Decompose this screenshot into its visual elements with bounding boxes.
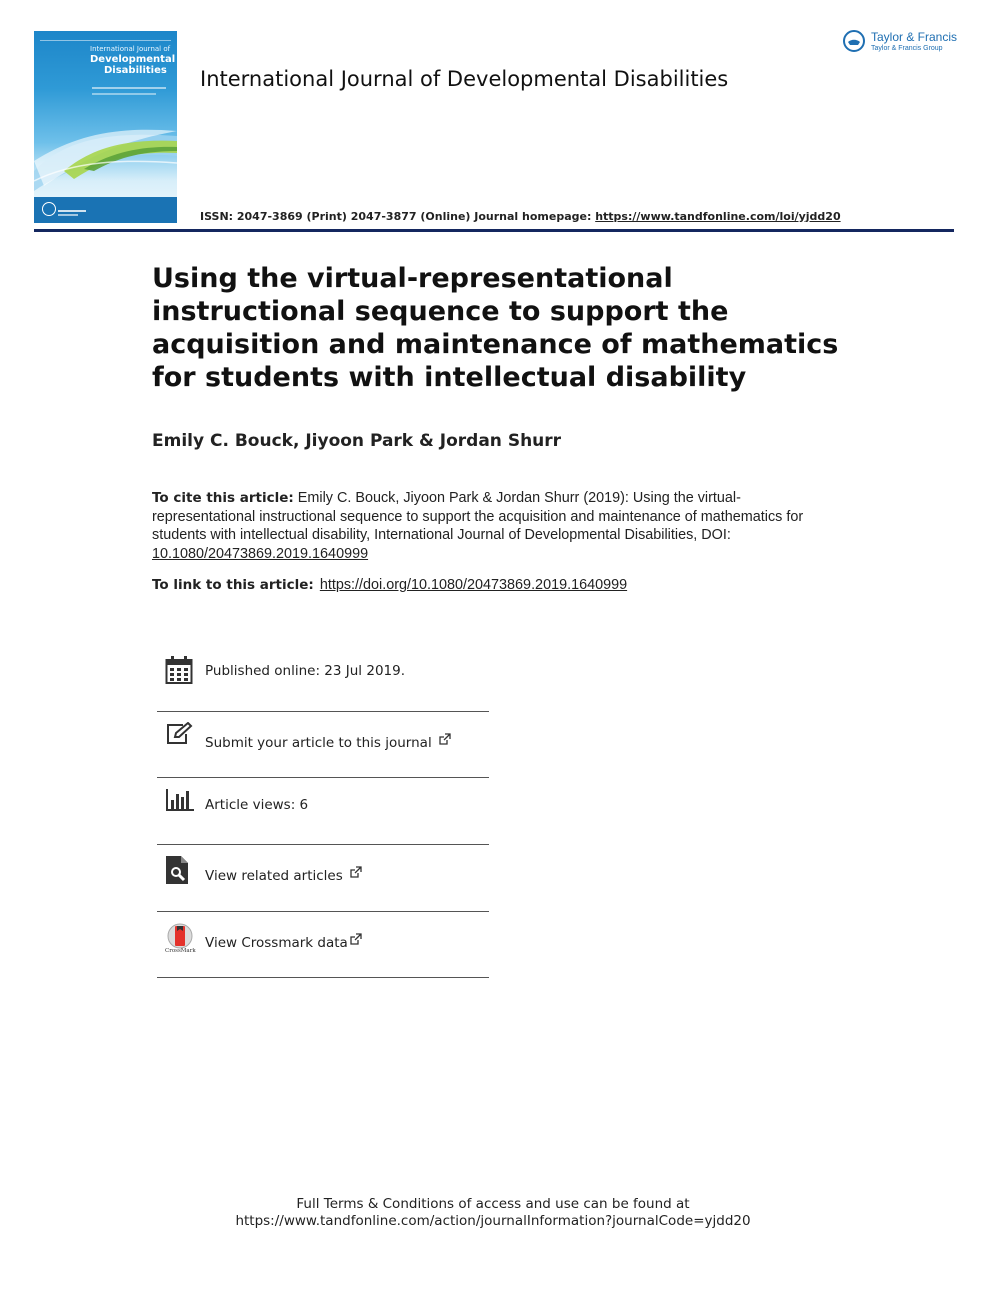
views-row bbox=[157, 788, 489, 818]
edit-icon bbox=[165, 722, 193, 750]
journal-cover-image bbox=[34, 31, 177, 223]
bar-chart-icon bbox=[165, 788, 195, 816]
crossmark-icon bbox=[165, 922, 195, 960]
issn-line bbox=[200, 210, 841, 223]
footer-terms-text: Full Terms & Conditions of access and use can be found at bbox=[296, 1196, 690, 1212]
publisher-logo bbox=[843, 30, 963, 56]
doi-link[interactable]: 10.1080/20473869.2019.1640999 bbox=[152, 545, 369, 562]
calendar-icon bbox=[165, 655, 193, 689]
citation-block bbox=[152, 489, 842, 563]
related-articles-link[interactable] bbox=[205, 866, 362, 884]
divider bbox=[157, 711, 489, 712]
crossmark-row[interactable] bbox=[157, 922, 489, 962]
header-divider bbox=[34, 229, 954, 232]
external-link-icon bbox=[349, 933, 362, 950]
search-document-icon bbox=[165, 855, 191, 889]
submit-article-label: Submit your article to this journal bbox=[205, 735, 432, 751]
divider bbox=[157, 777, 489, 778]
divider bbox=[157, 844, 489, 845]
published-row bbox=[157, 655, 489, 689]
cite-text: Emily C. Bouck, Jiyoon Park & Jordan Shurr (2019): Using the virtual-representational instructional sequence to support the acquisition and maintenance of mathematics for students with intellectual disability, International Journal of Developmental Disabilities, DOI: bbox=[152, 490, 804, 544]
publisher-name: Taylor & Francis bbox=[871, 30, 958, 44]
submit-article-link[interactable] bbox=[205, 733, 451, 751]
footer bbox=[0, 1196, 986, 1230]
journal-title: International Journal of Developmental Disabilities bbox=[200, 67, 729, 91]
issn-text: ISSN: 2047-3869 (Print) 2047-3877 (Online) Journal homepage: bbox=[200, 210, 596, 223]
publisher-group: Taylor & Francis Group bbox=[871, 45, 943, 52]
cover-publisher-logo-icon bbox=[42, 202, 56, 216]
crossmark-link[interactable] bbox=[205, 933, 362, 951]
article-link-line bbox=[152, 577, 627, 593]
cover-title-line3: Disabilities bbox=[104, 65, 167, 76]
divider bbox=[157, 911, 489, 912]
crossmark-icon-label: CrossMark bbox=[165, 948, 196, 954]
external-link-icon bbox=[349, 866, 362, 883]
article-url-link[interactable]: https://doi.org/10.1080/20473869.2019.1640999 bbox=[319, 577, 628, 593]
cite-label: To cite this article: bbox=[152, 490, 294, 506]
article-views: Article views: 6 bbox=[205, 797, 309, 813]
submit-row[interactable] bbox=[157, 720, 489, 760]
divider bbox=[157, 977, 489, 978]
crossmark-label: View Crossmark data bbox=[205, 935, 348, 951]
journal-homepage-link[interactable]: https://www.tandfonline.com/loi/yjdd20 bbox=[595, 210, 841, 223]
related-articles-label: View related articles bbox=[205, 868, 343, 884]
publisher-logo-icon bbox=[843, 30, 865, 52]
article-authors: Emily C. Bouck, Jiyoon Park & Jordan Shurr bbox=[152, 431, 562, 451]
cover-title-line2: Developmental bbox=[90, 54, 176, 65]
cover-wave-graphic bbox=[34, 101, 177, 201]
cover-title-line1: International Journal of bbox=[90, 45, 171, 53]
external-link-icon bbox=[438, 733, 451, 750]
footer-terms-url[interactable]: https://www.tandfonline.com/action/journalInformation?journalCode=yjdd20 bbox=[235, 1213, 751, 1229]
related-row[interactable] bbox=[157, 855, 489, 891]
published-date: Published online: 23 Jul 2019. bbox=[205, 663, 406, 679]
article-title: Using the virtual-representational instructional sequence to support the acquisition and maintenance of mathematics for students with intellectual disability bbox=[152, 263, 839, 393]
link-label: To link to this article: bbox=[152, 577, 314, 593]
